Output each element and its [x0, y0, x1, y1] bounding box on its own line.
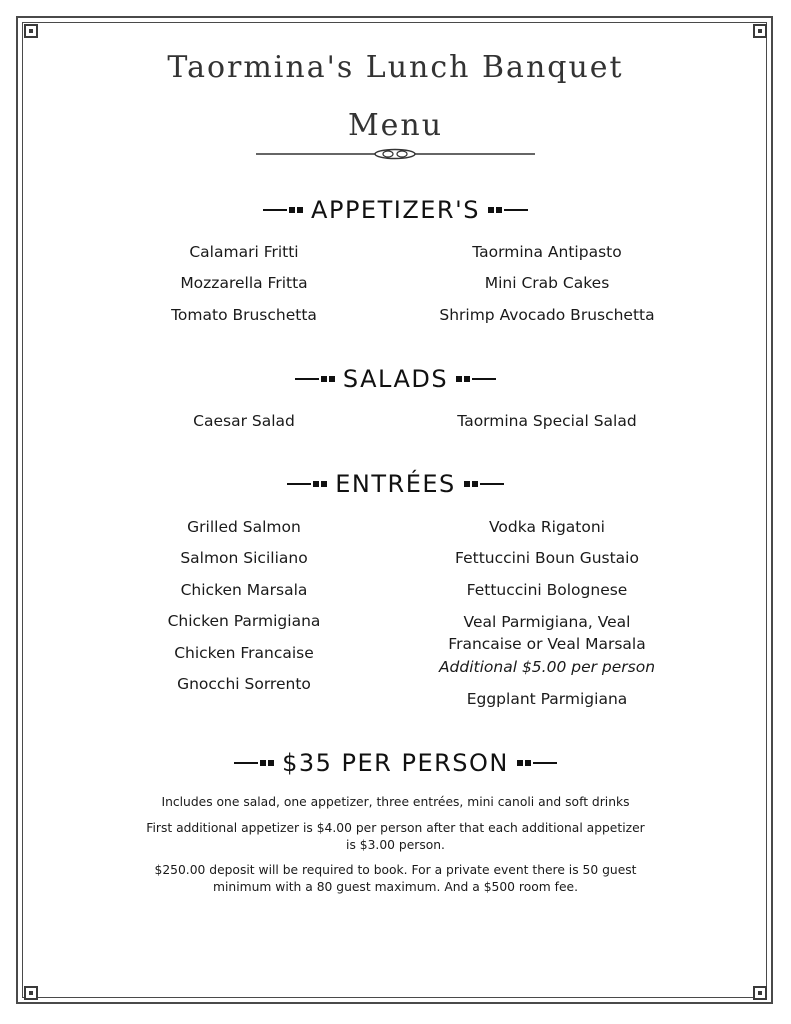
heading-ornament-left: [263, 207, 303, 213]
heading-ornament-right: [464, 481, 504, 487]
menu-item: Calamari Fritti: [189, 243, 299, 261]
menu-item: Eggplant Parmigiana: [466, 690, 628, 708]
page-subtitle: Menu: [347, 108, 444, 143]
heading-ornament-left: [295, 376, 335, 382]
title-flourish-divider: [256, 143, 535, 165]
menu-item: Fettuccini Bolognese: [466, 581, 628, 599]
menu-item: Salmon Siciliano: [180, 549, 308, 567]
menu-item: Shrimp Avocado Bruschetta: [439, 306, 655, 324]
menu-item: Taormina Special Salad: [457, 412, 637, 430]
appetizers-heading: APPETIZER'S: [311, 196, 480, 224]
section-heading-price: [0, 749, 791, 777]
page-title: Taormina's Lunch Banquet: [167, 50, 624, 85]
menu-item: Grilled Salmon: [187, 518, 301, 536]
menu-item: Gnocchi Sorrento: [177, 675, 311, 693]
price-note-includes: Includes one salad, one appetizer, three entrées, mini canoli and soft drinks: [161, 795, 630, 809]
section-heading-appetizers: [0, 196, 791, 224]
section-heading-entrees: [0, 470, 791, 498]
heading-ornament-left: [287, 481, 327, 487]
menu-item: Chicken Parmigiana: [167, 612, 321, 630]
corner-ornament-bottom-left: [24, 986, 38, 1000]
entrees-heading: ENTRÉES: [335, 470, 456, 498]
menu-item: Caesar Salad: [193, 412, 295, 430]
price-note-additional-appetizer: First additional appetizer is $4.00 per person after that each additional appetizer is $3.00 person.: [146, 821, 645, 852]
heading-ornament-right: [456, 376, 496, 382]
salads-heading: SALADS: [342, 365, 449, 393]
price-note-deposit: $250.00 deposit will be required to book. For a private event there is 50 guest minimum with a 80 guest maximum. And a $500 room fee.: [154, 863, 637, 894]
veal-surcharge-note: Additional $5.00 per person: [438, 658, 656, 676]
heading-ornament-right: [517, 760, 557, 766]
section-heading-salads: [0, 365, 791, 393]
menu-item: Mozzarella Fritta: [180, 274, 308, 292]
menu-item: Fettuccini Boun Gustaio: [455, 549, 639, 567]
menu-item: Taormina Antipasto: [472, 243, 622, 261]
heading-ornament-left: [234, 760, 274, 766]
menu-item: Chicken Francaise: [174, 644, 314, 662]
menu-item: Chicken Marsala: [180, 581, 308, 599]
heading-ornament-right: [488, 207, 528, 213]
menu-item: Tomato Bruschetta: [171, 306, 317, 324]
menu-item: Mini Crab Cakes: [484, 274, 610, 292]
menu-item-veal: Veal Parmigiana, Veal Francaise or Veal Marsala: [448, 613, 646, 653]
menu-item: Vodka Rigatoni: [489, 518, 605, 536]
corner-ornament-bottom-right: [753, 986, 767, 1000]
corner-ornament-top-right: [753, 24, 767, 38]
corner-ornament-top-left: [24, 24, 38, 38]
price-heading: $35 PER PERSON: [282, 749, 509, 777]
